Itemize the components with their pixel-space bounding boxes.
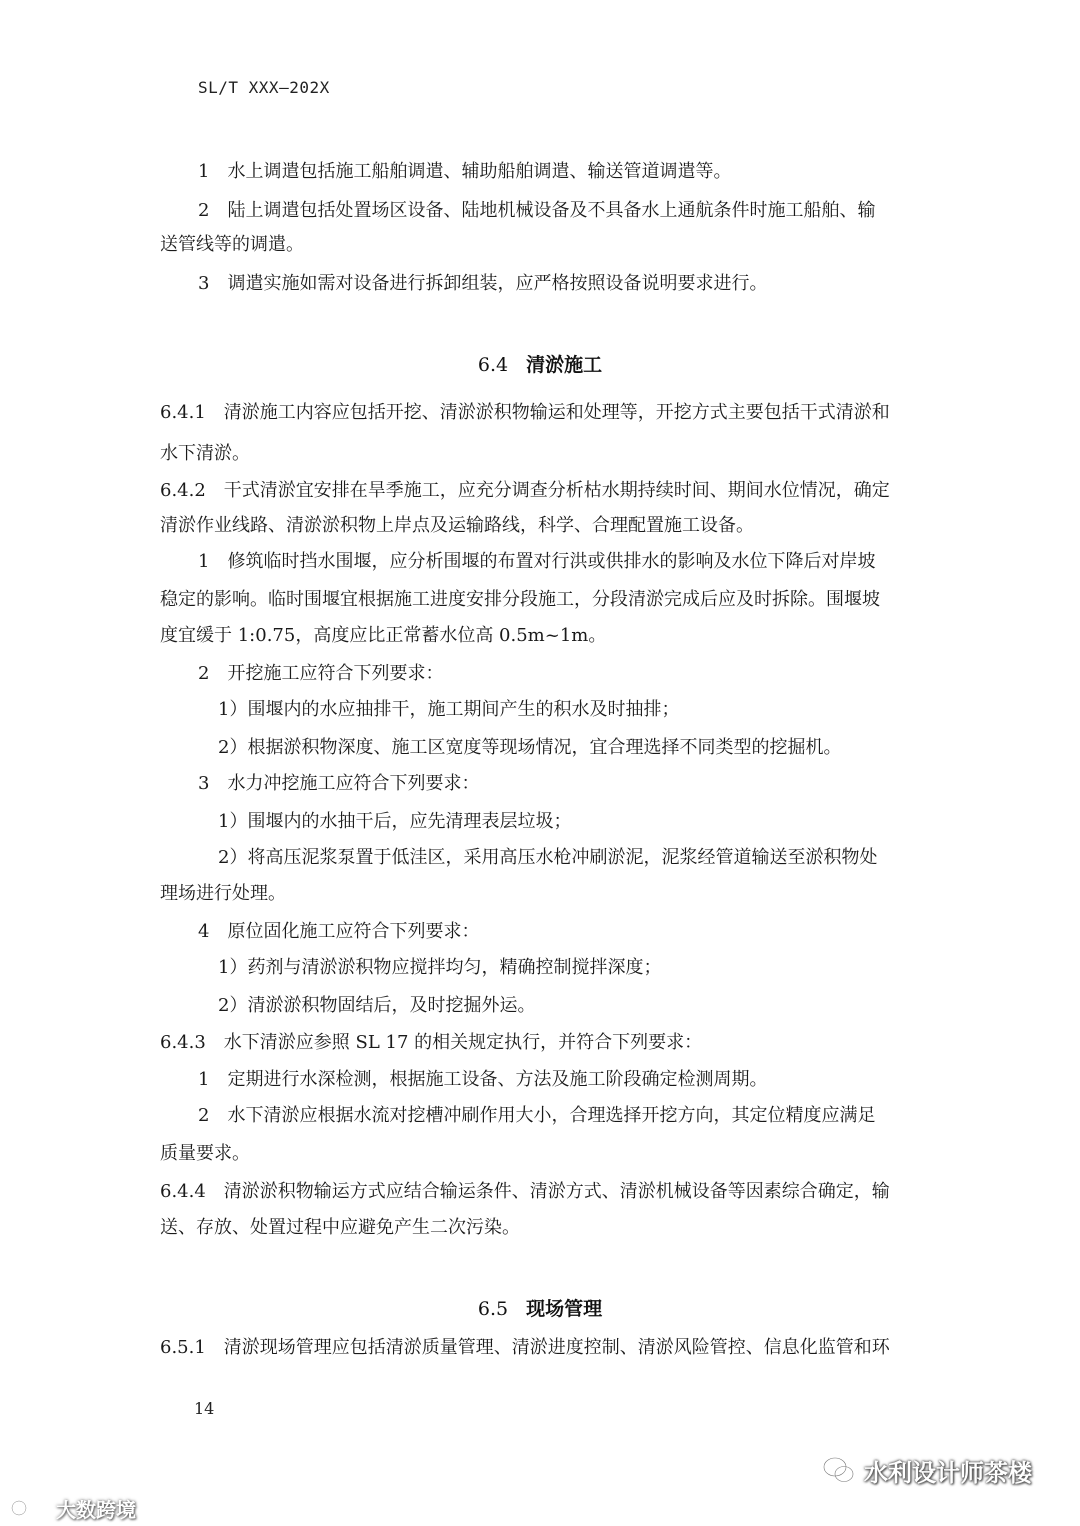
clause-continuation: 稳定的影响。临时围堰宜根据施工进度安排分段施工，分段清淤完成后应及时拆除。围堰坡 [160,589,880,610]
clause-item: 2 水下清淤应根据水流对挖槽冲刷作用大小，合理选择开挖方向，其定位精度应满足 [198,1105,876,1126]
watermark-text: 水利设计师茶楼 [864,1458,1032,1487]
wechat-watermark [822,1452,1032,1488]
clause-subitem: 1）围堰内的水抽干后，应先清理表层垃圾； [218,811,572,832]
section-title: 清淤施工 [526,354,603,376]
clause-item: 2 陆上调遣包括处置场区设备、陆地机械设备及不具备水上通航条件时施工船舶、输 [198,200,876,221]
clause-item: 1 定期进行水深检测，根据施工设备、方法及施工阶段确定检测周期。 [198,1069,768,1090]
clause: 6.5.1 清淤现场管理应包括清淤质量管理、清淤进度控制、清淤风险管控、信息化监管和环 [160,1337,890,1358]
clause: 6.4.2 干式清淤宜安排在旱季施工，应充分调查分析枯水期持续时间、期间水位情况，确定 [160,480,890,501]
clause: 6.4.4 清淤淤积物输运方式应结合输运条件、清淤方式、清淤机械设备等因素综合确定，输 [160,1181,890,1202]
clause-item: 3 水力冲挖施工应符合下列要求： [198,773,480,794]
clause-subitem: 1）药剂与清淤淤积物应搅拌均匀，精确控制搅拌深度； [218,957,662,978]
clause-item: 4 原位固化施工应符合下列要求： [198,921,480,942]
clause-continuation: 送管线等的调遣。 [160,234,304,255]
clause-subitem: 2）根据淤积物深度、施工区宽度等现场情况，宜合理选择不同类型的挖掘机。 [218,737,842,758]
clause-item: 1 修筑临时挡水围堰，应分析围堰的布置对行洪或供排水的影响及水位下降后对岸坡 [198,551,876,572]
clause-subitem: 2）将高压泥浆泵置于低洼区，采用高压水枪冲刷淤泥，泥浆经管道输送至淤积物处 [218,847,878,868]
brand-watermark [10,1494,136,1522]
clause: 6.4.1 清淤施工内容应包括开挖、清淤淤积物输运和处理等，开挖方式主要包括干式清淤和 [160,402,890,423]
section-heading [0,1296,1080,1322]
clause-item: 3 调遣实施如需对设备进行拆卸组装，应严格按照设备说明要求进行。 [198,273,768,294]
page-number: 14 [194,1399,215,1418]
clause-continuation: 送、存放、处置过程中应避免产生二次污染。 [160,1217,520,1238]
standard-code: SL/T XXX—202X [198,78,330,97]
clause-continuation: 清淤作业线路、清淤淤积物上岸点及运输路线，科学、合理配置施工设备。 [160,515,754,536]
clause-item: 1 水上调遣包括施工船舶调遣、辅助船舶调遣、输送管道调遣等。 [198,161,732,182]
clause: 6.4.3 水下清淤应参照 SL 17 的相关规定执行，并符合下列要求： [160,1032,703,1053]
brand-logo-icon [10,1496,50,1520]
wechat-icon [822,1455,856,1485]
clause-continuation: 质量要求。 [160,1143,250,1164]
clause-item: 2 开挖施工应符合下列要求： [198,663,444,684]
section-number: 6.4 [477,354,509,376]
section-title: 现场管理 [526,1298,603,1320]
clause-subitem: 2）清淤淤积物固结后，及时挖掘外运。 [218,995,536,1016]
clause-continuation: 水下清淤。 [160,443,250,464]
clause-continuation: 度宜缓于 1:0.75，高度应比正常蓄水位高 0.5m~1m。 [160,625,607,646]
section-number: 6.5 [477,1298,509,1320]
clause-subitem: 1）围堰内的水应抽排干，施工期间产生的积水及时抽排； [218,699,680,720]
watermark-text: 大数跨境 [56,1497,136,1522]
clause-continuation: 理场进行处理。 [160,883,286,904]
section-heading [0,352,1080,378]
